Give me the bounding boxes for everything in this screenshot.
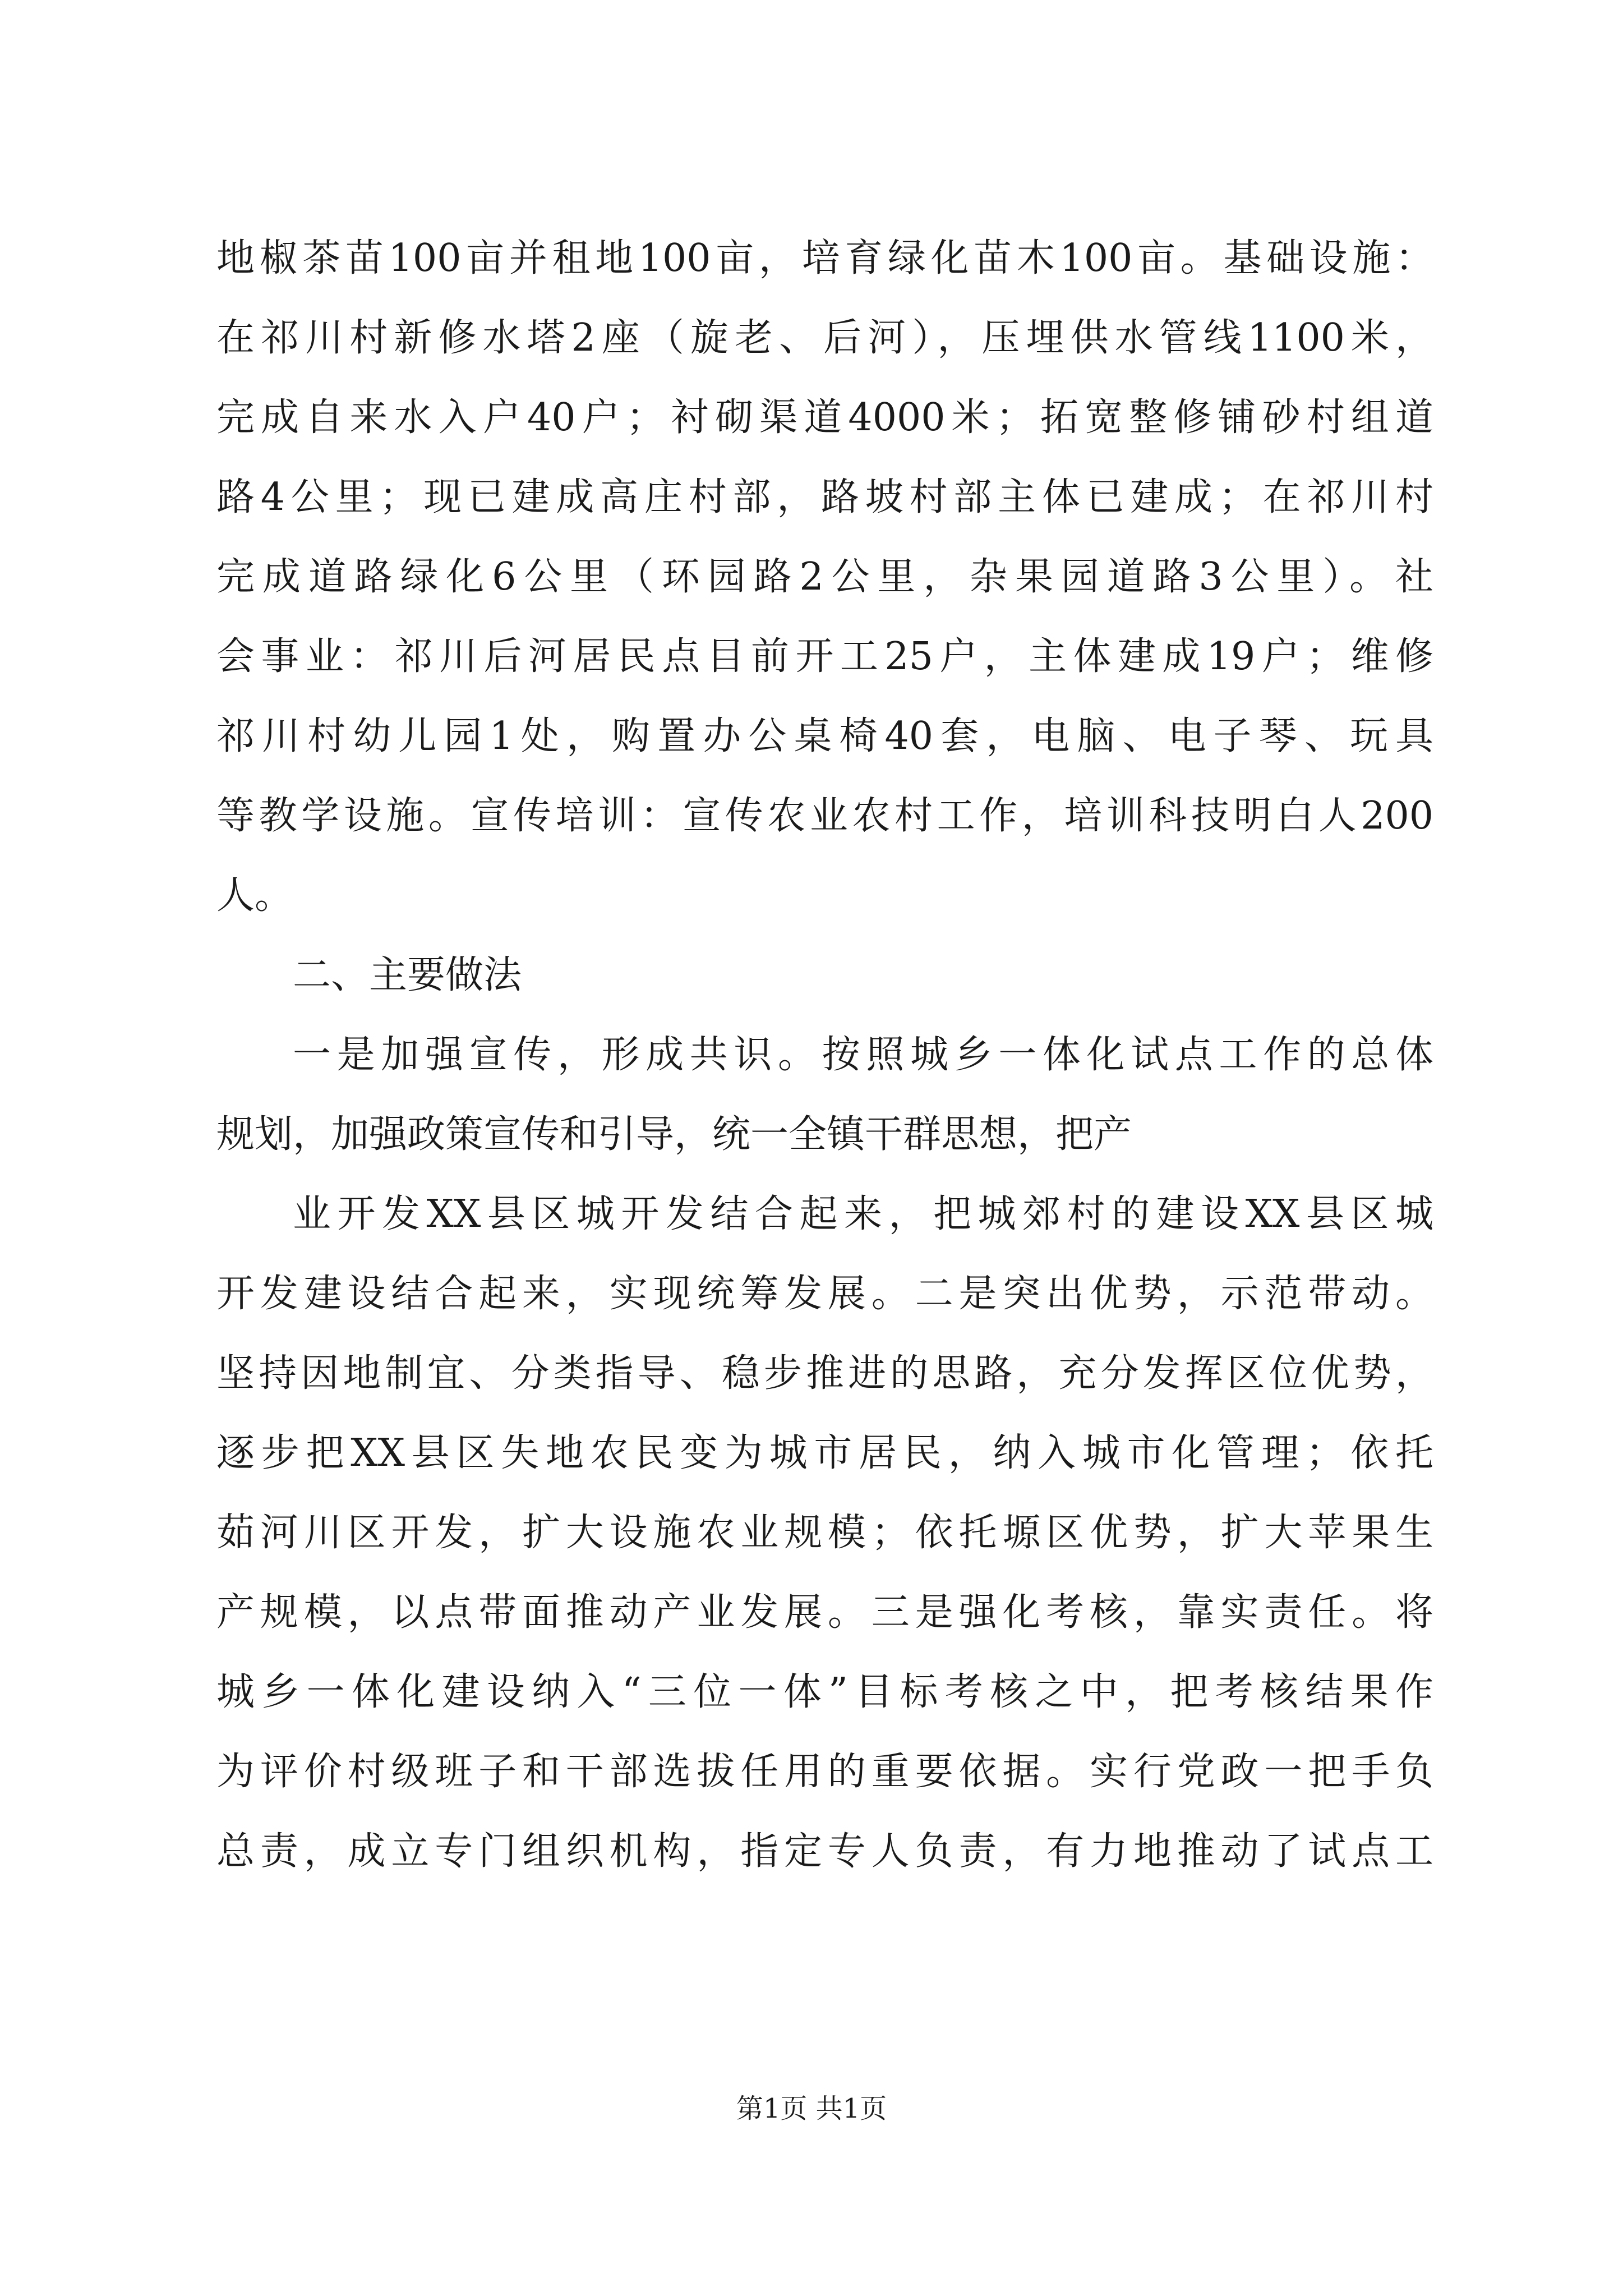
text-line: 祁川村幼儿园1处，购置办公桌椅40套，电脑、电子琴、玩具: [216, 714, 1433, 758]
text-line: 完成自来水入户40户；衬砌渠道4000米；拓宽整修铺砂村组道: [216, 395, 1433, 440]
text-line: 产规模，以点带面推动产业发展。三是强化考核，靠实责任。将: [216, 1590, 1433, 1635]
text-line: 茹河川区开发，扩大设施农业规模；依托塬区优势，扩大苹果生: [216, 1511, 1433, 1555]
text-line: 会事业：祁川后河居民点目前开工25户，主体建成19户；维修: [216, 634, 1433, 679]
text-line: 完成道路绿化6公里（环园路2公里，杂果园道路3公里）。社: [216, 555, 1433, 599]
text-line: 在祁川村新修水塔2座（旋老、后河），压埋供水管线1100米，: [216, 316, 1433, 360]
page-footer: 第1页 共1页: [736, 2093, 887, 2124]
section-heading: 二、主要做法: [293, 953, 522, 997]
text-line: 总责，成立专门组织机构，指定专人负责，有力地推动了试点工: [216, 1829, 1433, 1874]
text-line: 路4公里；现已建成高庄村部，路坡村部主体已建成；在祁川村: [216, 475, 1433, 519]
text-line: 为评价村级班子和干部选拔任用的重要依据。实行党政一把手负: [216, 1750, 1433, 1794]
text-line: 地椒茶苗100亩并租地100亩，培育绿化苗木100亩。基础设施：: [216, 236, 1433, 280]
text-line: 等教学设施。宣传培训：宣传农业农村工作，培训科技明白人200: [216, 794, 1433, 838]
body-text: [216, 219, 1433, 1892]
text-line: 规划，加强政策宣传和引导，统一全镇干群思想，把产: [216, 1112, 1132, 1157]
text-line: 逐步把XX县区失地农民变为城市居民，纳入城市化管理；依托: [216, 1431, 1433, 1475]
text-line: 开发建设结合起来，实现统筹发展。二是突出优势，示范带动。: [216, 1272, 1433, 1316]
text-line: 一是加强宣传，形成共识。按照城乡一体化试点工作的总体: [293, 1033, 1433, 1077]
text-line: 人。: [216, 873, 293, 918]
text-line: 城乡一体化建设纳入“三位一体”目标考核之中，把考核结果作: [216, 1670, 1433, 1714]
text-line: 坚持因地制宜、分类指导、稳步推进的思路，充分发挥区位优势，: [216, 1351, 1433, 1396]
text-line: 业开发XX县区城开发结合起来，把城郊村的建设XX县区城: [293, 1192, 1433, 1236]
